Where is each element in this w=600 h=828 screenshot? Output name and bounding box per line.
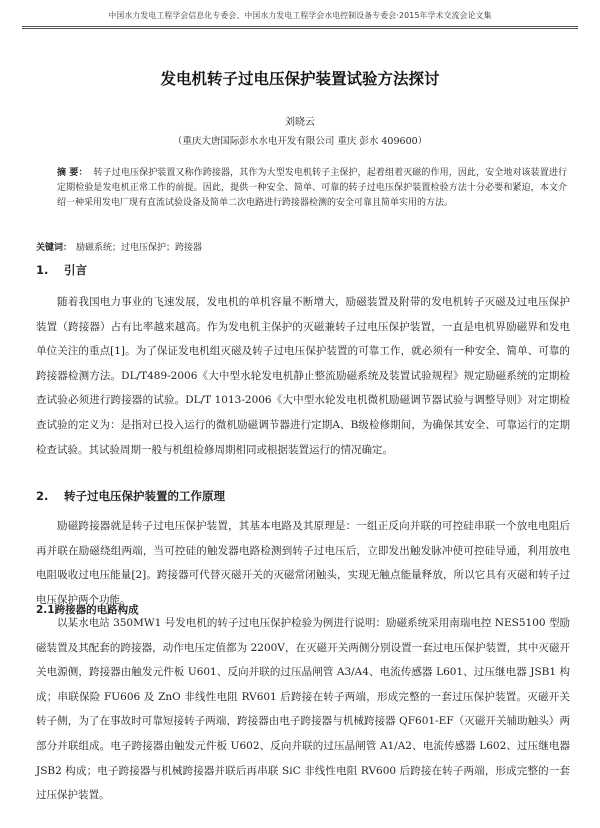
abstract-text: 转子过电压保护装置又称作跨接器，其作为大型发电机转子主保护，起着组着灭磁的作用，因此，安全地对该装置进行定期检验是发电机正常工作的前提。因此，提供一种安全、简单、可靠的转子过电压保护装置检验方法十分必要和紧迫，本文介绍一种采用发电厂现有直流试验设备及简单二次电路进行跨接器检测的安全可靠且简单实用的方法。	[57, 168, 567, 209]
section-heading-introduction	[36, 262, 87, 278]
section-title: 转子过电压保护装置的工作原理	[64, 489, 225, 503]
keywords-text: 励磁系统；过电压保护；跨接器	[76, 243, 203, 253]
subsection-number: 2.1	[36, 604, 55, 616]
section-heading-principle	[36, 488, 225, 504]
section-number: 2.	[36, 489, 49, 503]
author-name: 刘晓云	[285, 117, 315, 128]
keywords-label: 关键词：	[36, 243, 73, 253]
keywords	[36, 240, 576, 253]
abstract-label: 摘 要：	[57, 168, 88, 178]
header-rule-secondary	[22, 28, 578, 29]
subsection-title: 跨接器的电路构成	[54, 604, 139, 616]
section-paragraph: 励磁跨接器就是转子过电压保护装置，其基本电路及其原理是：一组正反向并联的可控硅串联一个放电电阻后再并联在励磁绕组两端，当可控硅的触发器电路检测到转子过电压后，立即发出触发脉冲使可控硅导通，利用放电电阻吸收过电压能量[2]。跨接器可代替灭磁开关的灭磁常闭触头，实现无触点能量释放，所以它具有灭磁和转子过电压保护两个功能。	[36, 520, 570, 606]
paper-title: 发电机转子过电压保护装置试验方法探讨	[160, 70, 440, 88]
running-header: 中国水力发电工程学会信息化专委会、中国水力发电工程学会水电控制设备专委会·2015年学术交流会论文集	[108, 11, 492, 20]
section-title: 引言	[64, 263, 87, 277]
abstract	[57, 166, 567, 212]
section-paragraph: 随着我国电力事业的飞速发展，发电机的单机容量不断增大，励磁装置及附带的发电机转子灭磁及过电压保护装置（跨接器）占有比率越来越高。作为发电机主保护的灭磁兼转子过电压保护装置，一直是电机界励磁界和发电单位关注的重点[1]。为了保证发电机组灭磁及转子过电压保护装置的可靠工作，就必须有一种安全、简单、可靠的跨接器检测方法。DL/T489-2006《大中型水轮发电机静止整流励磁系统及装置试验规程》规定励磁系统的定期检查试验必须进行跨接器的试验。DL/T 1013-2006《大中型水轮发电机微机励磁调节器试验与调整导则》对定期检查试验的定义为：是指对已投入运行的微机励磁调节器进行定期A、B级检修期间，为确保其安全、可靠运行的定期检查试验。其试验周期一般与机组检修周期相同或根据装置运行的情况确定。	[36, 296, 570, 456]
section-paragraph: 以某水电站 350MW1 号发电机的转子过电压保护检验为例进行说明：励磁系统采用南瑞电控 NES5100 型励磁装置及其配套的跨接器，动作电压定值都为 2200V，在灭磁开关两侧分别设置一套过电压保护装置，其中灭磁开关电源侧，跨接器由触发元件板 U601、反向并联的过压晶闸管 A3/A4、电流传感器 L601、过压继电器 JSB1 构成；串联保险 FU606 及 ZnO 非线性电阻 RV601 后跨接在转子两端，形成完整的一套过压保护装置。灭磁开关转子侧，为了在事故时可靠短接转子两端，跨接器由电子跨接器与机械跨接器 QF601-EF（灭磁开关辅助触头）两部分并联组成。电子跨接器由触发元件板 U602、反向并联的过压晶闸管 A1/A2、电流传感器 L602、过压继电器 JSB2 构成；电子跨接器与机械跨接器并联后再串联 SiC 非线性电阻 RV600 后跨接在转子两端，形成完整的一套过压保护装置。	[36, 617, 570, 802]
header-rule	[22, 26, 578, 27]
author-affiliation: （重庆大唐国际彭水水电开发有限公司 重庆 彭水 409600）	[172, 136, 428, 147]
section-number: 1.	[36, 263, 49, 277]
